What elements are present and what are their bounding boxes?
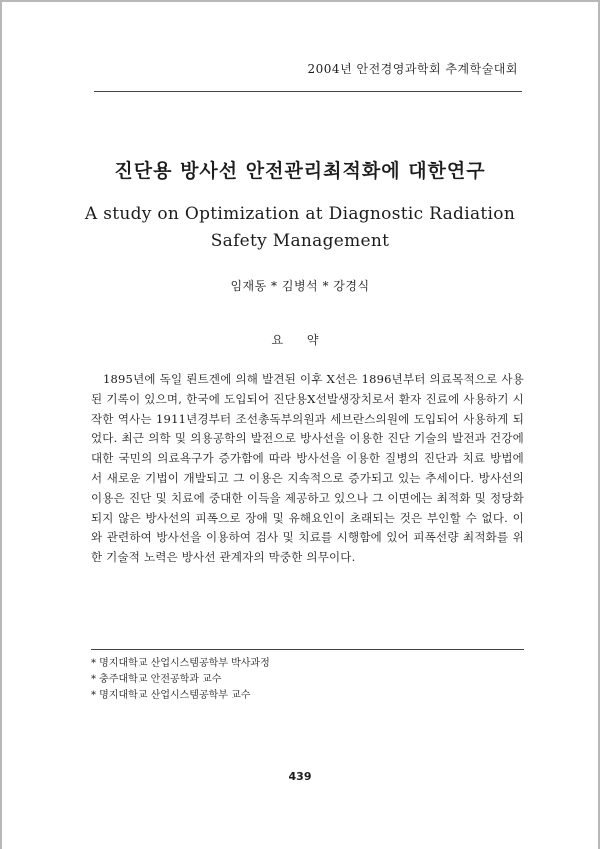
footnote-item: * 명지대학교 산업시스템공학부 박사과정 [91,658,270,669]
header-rule [94,91,522,92]
page-frame-left [0,0,2,849]
footnote-list [91,656,270,704]
abstract-heading: 요 약 [271,333,329,347]
page-number: 439 [288,770,312,783]
footnote-rule [91,649,524,650]
paper-title-english-line-2: Safety Management [210,231,390,251]
paper-title-english-line-1: A study on Optimization at Diagnostic Radiation [84,204,516,224]
author-list: 임재동 * 김병석 * 강경식 [230,279,370,293]
footnote-item: * 명지대학교 산업시스템공학부 교수 [91,690,251,701]
page-frame-top [0,0,600,2]
footnote-item: * 충주대학교 안전공학과 교수 [91,674,222,685]
abstract-body: 1895년에 독일 뢴트겐에 의해 발견된 이후 X선은 1896년부터 의료목적으로 사용된 기록이 있으며, 한국에 도입되어 진단용X선발생장치로서 환자 진료에 사용하기 시작한 역사는 1911년경부터 조선총독부의원과 세브란스의원에 도입되어 사용하게 되었다. 최근 의학 및 의용공학의 발전으로 방사선을 이용한 진단 기술의 발전과 건강에 대한 국민의 의료욕구가 증가함에 따라 방사선을 이용한 질병의 진단과 치료 방법에서 새로운 기법이 개발되고 그 이용은 지속적으로 증가되고 있는 추세이다. 방사선의 이용은 진단 및 치료에 중대한 이득을 제공하고 있으나 그 이면에는 최적화 및 정당화 되지 않은 방사선의 피폭으로 장애 및 유해요인이 초래되는 것은 부인할 수 없다. 이와 관련하여 방사선을 이용하여 검사 및 치료를 시행함에 있어 피폭선량 최적화를 위한 기술적 노력은 방사선 관계자의 막중한 의무이다. [91,372,524,565]
paper-title-korean: 진단용 방사선 안전관리최적화에 대한연구 [114,160,486,182]
running-header: 2004년 안전경영과학회 추계학술대회 [307,62,518,76]
paper-title-english [0,201,600,255]
